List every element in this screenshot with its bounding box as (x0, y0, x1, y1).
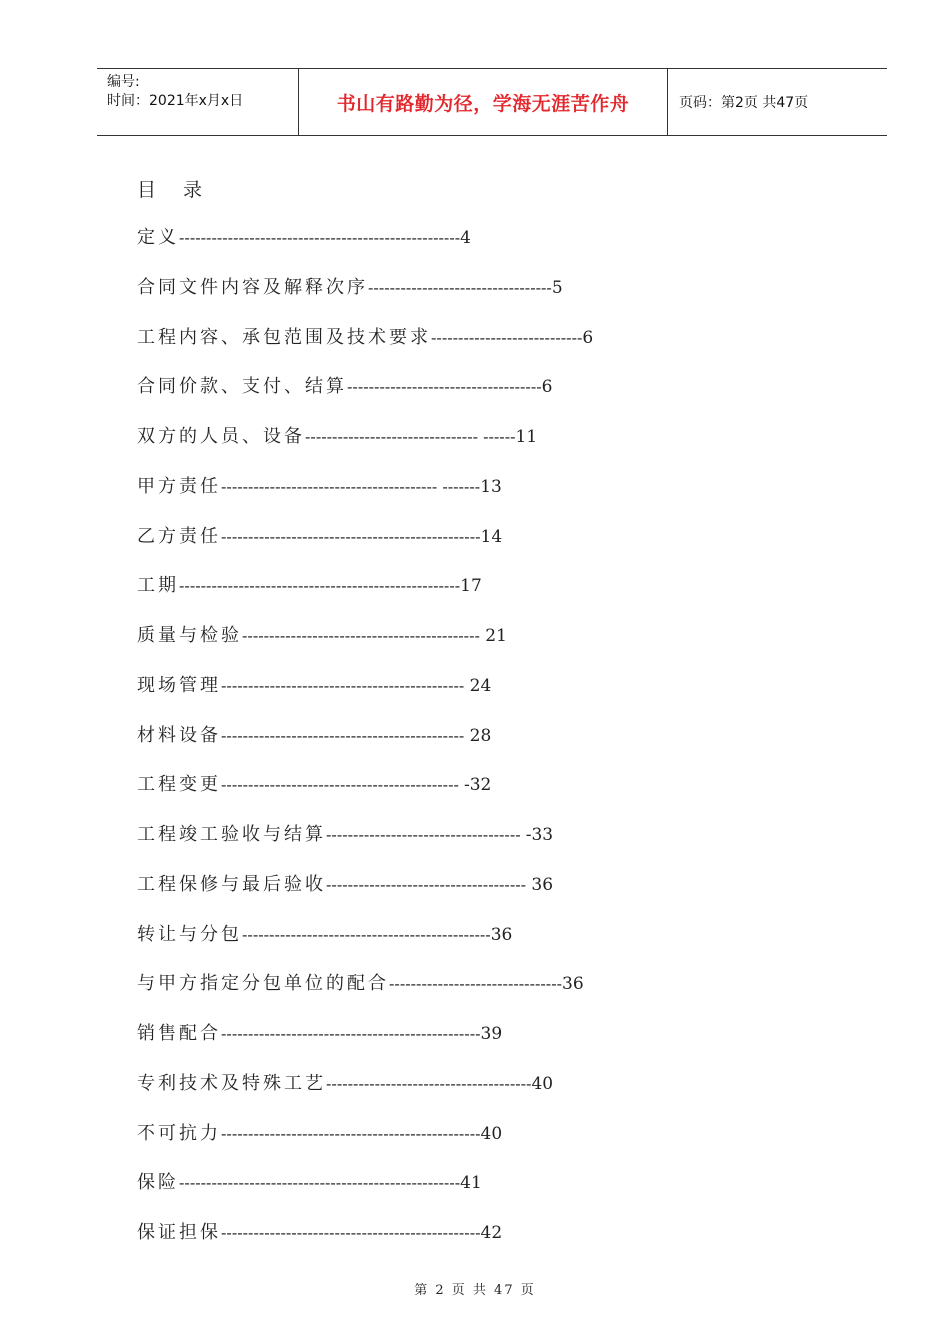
toc-entry-title: 不可抗力 (137, 1122, 221, 1144)
document-code-label: 编号: (107, 74, 140, 90)
toc-entry[interactable] (137, 1018, 593, 1068)
toc-entry-page-number: 21 (479, 626, 507, 646)
toc-entry[interactable] (137, 968, 593, 1018)
header-meta (97, 69, 298, 135)
toc-entry-title: 工期 (137, 575, 179, 597)
toc-entry-leader: ------------------------------------------------ (221, 1223, 481, 1242)
toc-entry-title: 合同价款、支付、结算 (137, 376, 347, 398)
toc-entry-title: 工程保修与最后验收 (137, 873, 326, 895)
toc-entry-page-number: 28 (464, 725, 492, 746)
toc-entry[interactable] (137, 1068, 593, 1118)
toc-entry[interactable] (137, 1217, 593, 1267)
header-page-info: 页码：第2页 共47页 (679, 95, 809, 111)
toc-entry-leader: ---------------------------------------------------- (179, 576, 461, 596)
toc-entry-title: 保险 (137, 1172, 179, 1194)
toc-entry-leader: ---------------------------------------------------- (179, 1173, 461, 1193)
toc-entry-page-number: 36 (562, 974, 584, 995)
toc-entry-page-number: 13 (480, 476, 502, 497)
toc-entry-title: 转让与分包 (137, 923, 242, 945)
toc-entry-leader: ------------------------------------ (347, 377, 542, 397)
toc-entry-title: 保证担保 (137, 1222, 221, 1243)
toc-entry-page-number: 36 (526, 874, 554, 895)
toc-entry-page-number: 36 (490, 924, 513, 945)
toc-entry-title: 销售配合 (137, 1023, 221, 1044)
toc-entry-title: 质量与检验 (137, 625, 242, 646)
toc-entry-title: 工程变更 (137, 774, 221, 796)
toc-entry-page-number: 24 (464, 675, 492, 696)
toc-entry[interactable] (137, 421, 593, 471)
toc-entry[interactable] (137, 620, 593, 670)
page-header (97, 68, 887, 136)
toc-entry-title: 定义 (137, 227, 179, 248)
toc-entry[interactable] (137, 919, 593, 969)
toc-entry-page-number: -32 (463, 775, 492, 796)
toc-entry-leader: -------------------------------------- (326, 1073, 532, 1093)
toc-entry-title: 材料设备 (137, 724, 221, 746)
toc-entry-leader: ------------------------------------------------ (221, 1024, 481, 1043)
toc-entry-page-number: 41 (460, 1173, 482, 1194)
toc-entry-leader: -------------------------------- ------ (305, 427, 516, 446)
toc-entry-page-number: 40 (480, 1123, 503, 1144)
toc-entry-page-number: 42 (480, 1223, 503, 1243)
toc-entry-leader: --------------------------------------------- (221, 725, 465, 745)
toc-entry[interactable] (137, 371, 593, 421)
toc-entry[interactable] (137, 670, 593, 720)
toc-entry-page-number: 14 (480, 526, 503, 547)
toc-entry[interactable] (137, 272, 593, 322)
toc-entry-leader: -------------------------------------------- (242, 626, 480, 645)
toc-entry-title: 双方的人员、设备 (137, 426, 305, 447)
toc-list (137, 222, 593, 1267)
toc-entry-leader: ------------------------------------------------ (221, 526, 481, 546)
toc-entry[interactable] (137, 322, 593, 372)
toc-entry[interactable] (137, 769, 593, 819)
toc-entry-title: 与甲方指定分包单位的配合 (137, 973, 389, 995)
toc-entry-title: 乙方责任 (137, 525, 221, 547)
toc-entry-page-number: 4 (460, 228, 471, 248)
toc-entry[interactable] (137, 819, 593, 869)
toc-entry-leader: -------------------------------------------- (221, 775, 464, 795)
toc-entry-leader: ------------------------------------- (326, 874, 527, 894)
toc-entry-page-number: 6 (541, 377, 553, 398)
toc-entry-page-number: 5 (551, 277, 563, 298)
toc-entry-leader: ------------------------------------ (326, 825, 526, 844)
toc-entry-leader: ---------------------------------- (368, 277, 552, 297)
header-motto: 书山有路勤为径，学海无涯苦作舟 (336, 92, 630, 115)
toc-entry[interactable] (137, 869, 593, 919)
document-time-label: 时间：2021年x月x日 (107, 93, 244, 109)
toc-entry-page-number: 17 (460, 576, 482, 597)
toc-entry-leader: ------------------------------------------------ (221, 1123, 481, 1143)
toc-entry-page-number: 40 (531, 1073, 554, 1094)
toc-entry[interactable] (137, 1118, 593, 1168)
toc-entry[interactable] (137, 521, 593, 571)
toc-entry-leader: --------------------------------------------- (221, 675, 465, 695)
toc-entry-title: 工程竣工验收与结算 (137, 824, 326, 845)
toc-entry-leader: ---------------------------------------------- (242, 924, 491, 944)
toc-entry-leader: ---------------------------------------- ------- (221, 476, 481, 496)
toc-entry-leader: ---------------------------------------------------- (179, 228, 461, 247)
toc-entry[interactable] (137, 720, 593, 770)
toc-entry[interactable] (137, 570, 593, 620)
toc-entry[interactable] (137, 471, 593, 521)
toc-entry-page-number: 6 (582, 327, 594, 348)
toc-entry-leader: -------------------------------- (389, 974, 562, 994)
toc-title: 目 录 (137, 179, 207, 201)
toc-entry-title: 合同文件内容及解释次序 (137, 276, 368, 298)
toc-entry-page-number: -33 (525, 825, 554, 845)
header-motto-cell (298, 69, 668, 135)
toc-entry-title: 工程内容、承包范围及技术要求 (137, 326, 431, 348)
toc-entry[interactable] (137, 222, 593, 272)
toc-entry[interactable] (137, 1167, 593, 1217)
page-footer: 第 2 页 共 47 页 (414, 1283, 536, 1298)
toc-entry-leader: ---------------------------- (431, 327, 583, 347)
toc-entry-title: 专利技术及特殊工艺 (137, 1072, 326, 1094)
toc-entry-page-number: 39 (480, 1024, 503, 1044)
toc-entry-title: 甲方责任 (137, 475, 221, 497)
toc-entry-page-number: 11 (515, 427, 538, 447)
toc-entry-title: 现场管理 (137, 674, 221, 696)
